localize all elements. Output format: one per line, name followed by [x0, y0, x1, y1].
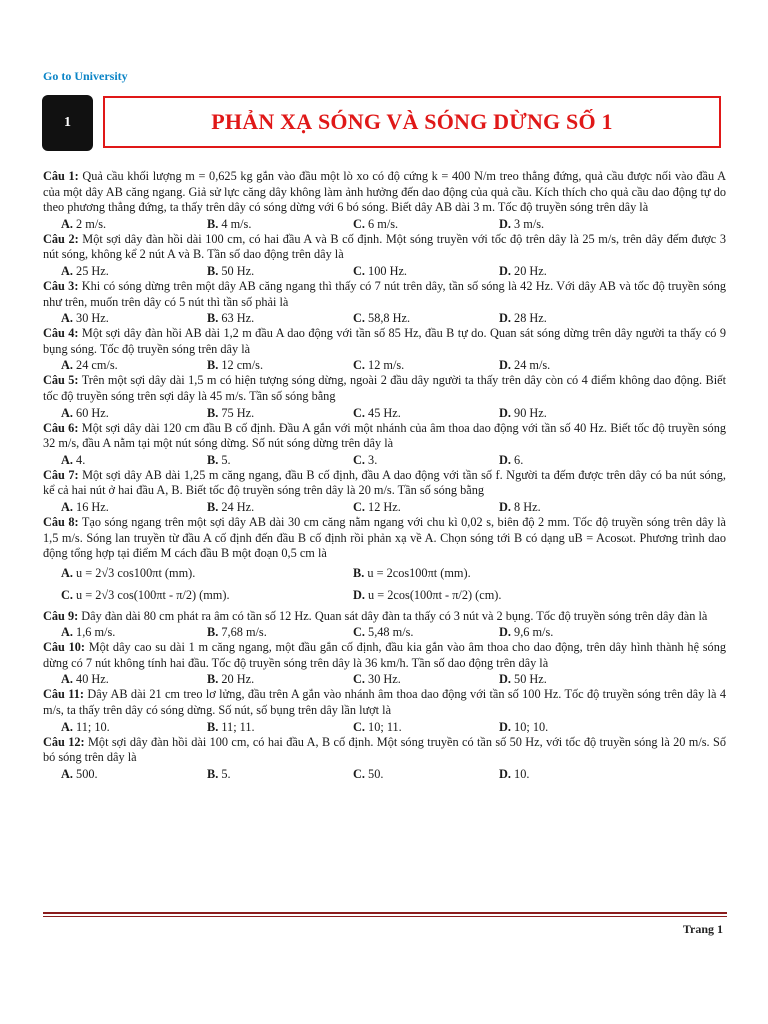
- question-10: [43, 640, 726, 687]
- question-label: Câu 1:: [43, 169, 79, 183]
- option-text: 3 m/s.: [510, 216, 545, 231]
- answer-option-b[interactable]: [189, 310, 335, 326]
- option-letter: D.: [499, 452, 511, 467]
- option-letter: A.: [61, 499, 73, 514]
- question-label: Câu 4:: [43, 326, 79, 341]
- option-text: 2 m/s.: [72, 216, 107, 231]
- question-body: Một dây cao su dài 1 m căng ngang, một đầu gắn cố định, đầu kia gắn vào âm thoa cho dao động, trên dây hình thành hệ sóng dừng có 7 nút không tính hai đầu. Tốc độ truyền sóng trên dây là 36 km/h. Tần số dao động trên dây là: [43, 640, 726, 670]
- question-text: [43, 468, 726, 499]
- options-row: [43, 310, 726, 326]
- option-letter: B.: [207, 263, 219, 278]
- question-text: [43, 326, 726, 357]
- answer-option-b[interactable]: [189, 405, 335, 421]
- question-text: [43, 735, 726, 766]
- question-11: [43, 687, 726, 734]
- answer-option-d[interactable]: [481, 671, 627, 687]
- question-text: [43, 640, 726, 671]
- answer-option-c[interactable]: [335, 624, 481, 640]
- options-row: [43, 452, 726, 468]
- answer-option-b[interactable]: [189, 452, 335, 468]
- answer-option-a[interactable]: [43, 216, 189, 232]
- footer-rule-bottom: [43, 916, 727, 917]
- answer-option-c[interactable]: [335, 216, 481, 232]
- option-letter: B.: [207, 452, 219, 467]
- option-text: 6.: [510, 452, 524, 467]
- answer-option-d[interactable]: [481, 766, 627, 782]
- question-body: Một sợi dây AB dài 1,25 m căng ngang, đầu B cố định, đầu A dao động với tần số f. Người ta đếm được trên dây có ba nút sóng, kể cả hai nút ở hai đầu A, B. Biết tốc độ truyền sóng trên dây là 20 m/s. Tần số sóng bằng: [43, 467, 727, 498]
- answer-option-d[interactable]: [335, 584, 627, 606]
- answer-option-c[interactable]: [335, 766, 481, 782]
- question-label: Câu 10:: [43, 640, 85, 655]
- option-letter: D.: [499, 405, 511, 420]
- answer-option-d[interactable]: [481, 624, 627, 640]
- option-text: 5.: [218, 452, 231, 467]
- option-letter: A.: [61, 216, 73, 231]
- question-body: Dây AB dài 21 cm treo lơ lửng, đầu trên A gắn vào nhánh âm thoa dao động với tần số 100 Hz. Tốc độ truyền sóng trên dây là 4 m/s, ta thấy trên dây có sóng dừng. Số nút, số bụng trên dây lần lượt là: [43, 687, 727, 718]
- answer-option-c[interactable]: [335, 310, 481, 326]
- option-text: 63 Hz.: [218, 311, 255, 326]
- question-label: Câu 12:: [43, 734, 85, 749]
- question-text: [43, 609, 726, 625]
- option-letter: B.: [207, 311, 219, 326]
- answer-option-b[interactable]: [189, 216, 335, 232]
- answer-option-b[interactable]: [189, 766, 335, 782]
- question-body: Trên một sợi dây dài 1,5 m có hiện tượng sóng dừng, ngoài 2 đầu dây người ta thấy trên dây còn có 4 điểm không dao động. Biết tốc độ truyền sóng trên sợi dây là 45 m/s. Tần số sóng bằng: [43, 373, 727, 403]
- option-text: 24 m/s.: [510, 358, 551, 373]
- option-text: u = 2cos100πt (mm).: [364, 565, 471, 580]
- option-letter: B.: [207, 405, 219, 420]
- page-title: PHẢN XẠ SÓNG VÀ SÓNG DỪNG SỐ 1: [211, 109, 613, 134]
- option-letter: B.: [207, 625, 219, 640]
- options-row: [43, 263, 726, 279]
- question-body: Quả cầu khối lượng m = 0,625 kg gắn vào đầu một lò xo có độ cứng k = 400 N/m treo thẳng đứng, quả cầu được nối vào đầu A của một dây AB căng ngang. Giả sử lực căng dây không làm ảnh hưởng đến dao động của quả cầu. Kích thích cho quả cầu dao động tự do theo phương thẳng đứng, ta thấy trên dây có sóng dừng với 6 bó sóng. Biết dây AB dài 3 m. Tốc độ truyền sóng trên dây là: [43, 169, 727, 215]
- answer-option-d[interactable]: [481, 499, 627, 515]
- option-letter: A.: [61, 719, 73, 734]
- question-text: [43, 169, 726, 216]
- option-letter: C.: [353, 719, 365, 734]
- option-letter: A.: [61, 766, 73, 781]
- option-text: 10.: [510, 766, 530, 781]
- answer-option-d[interactable]: [481, 405, 627, 421]
- option-text: u = 2√3 cos100πt (mm).: [72, 565, 196, 580]
- question-4: [43, 326, 726, 373]
- option-text: 45 Hz.: [364, 405, 401, 420]
- option-letter: D.: [499, 672, 511, 687]
- answer-option-a[interactable]: [43, 624, 189, 640]
- option-text: 500.: [72, 766, 98, 781]
- option-text: 100 Hz.: [364, 263, 407, 278]
- question-body: Một sợi dây đàn hồi dài 100 cm, có hai đầu A, B cố định. Một sóng truyền có tần số 50 Hz, với tốc độ truyền sóng là 20 m/s. Số bó sóng trên dây là: [43, 734, 726, 765]
- lesson-number: 1: [64, 115, 71, 130]
- option-text: 75 Hz.: [218, 405, 255, 420]
- option-letter: A.: [61, 452, 73, 467]
- option-text: 6 m/s.: [364, 216, 399, 231]
- option-text: 10; 10.: [510, 719, 549, 734]
- question-label: Câu 8:: [43, 514, 79, 529]
- question-2: [43, 232, 726, 279]
- option-text: 90 Hz.: [510, 405, 547, 420]
- options-row: [43, 766, 726, 782]
- option-letter: D.: [499, 311, 511, 326]
- question-12: [43, 735, 726, 782]
- options-row: [43, 562, 726, 584]
- option-letter: C.: [353, 452, 365, 467]
- option-letter: A.: [61, 358, 73, 373]
- question-label: Câu 3:: [43, 278, 79, 293]
- option-text: 12 m/s.: [364, 358, 405, 373]
- option-letter: C.: [353, 405, 365, 420]
- answer-option-c[interactable]: [335, 357, 481, 373]
- question-label: Câu 9:: [43, 608, 79, 623]
- option-text: 20 Hz.: [510, 263, 547, 278]
- question-text: [43, 687, 726, 718]
- option-letter: D.: [499, 216, 511, 231]
- option-text: 3.: [364, 452, 378, 467]
- option-text: 12 Hz.: [364, 499, 401, 514]
- question-text: [43, 279, 726, 310]
- option-letter: C.: [353, 672, 365, 687]
- option-text: 5,48 m/s.: [364, 625, 414, 640]
- option-letter: A.: [61, 405, 73, 420]
- title-box: [103, 96, 721, 148]
- option-text: 20 Hz.: [218, 672, 255, 687]
- options-row: [43, 499, 726, 515]
- answer-option-c[interactable]: [335, 499, 481, 515]
- answer-option-a[interactable]: [43, 719, 189, 735]
- option-text: u = 2cos(100πt - π/2) (cm).: [364, 587, 502, 602]
- option-letter: A.: [61, 672, 73, 687]
- answer-option-d[interactable]: [481, 357, 627, 373]
- question-label: Câu 2:: [43, 231, 79, 246]
- question-body: Khi có sóng dừng trên một dây AB căng ngang thì thấy có 7 nút trên dây, tần số sóng là 42 Hz. Với dây AB và tốc độ truyền sóng như trên, muốn trên dây có 5 nút thì tần số phải là: [43, 278, 727, 309]
- option-letter: B.: [207, 216, 219, 231]
- question-text: [43, 421, 726, 452]
- question-3: [43, 279, 726, 326]
- question-7: [43, 468, 726, 515]
- option-text: 7,68 m/s.: [218, 625, 267, 640]
- option-text: 50 Hz.: [218, 263, 255, 278]
- footer-rule-top: [43, 912, 727, 914]
- option-letter: D.: [499, 719, 511, 734]
- option-text: 40 Hz.: [72, 672, 109, 687]
- question-text: [43, 515, 726, 562]
- options-row: [43, 719, 726, 735]
- option-text: 58,8 Hz.: [364, 311, 411, 326]
- question-body: Tạo sóng ngang trên một sợi dây AB dài 30 cm căng nằm ngang với chu kì 0,02 s, biên độ 2 mm. Tốc độ truyền sóng trên dây là 1,5 m/s. Sóng lan truyền từ đầu A cố định đến đầu B cố định rồi phản xạ về A. Chọn sóng tới B có dạng uB = Acosωt. Phương trình dao động tổng hợp tại điểm M cách đầu B một đoạn 0,5 cm là: [43, 514, 727, 561]
- option-text: 28 Hz.: [510, 311, 547, 326]
- answer-option-d[interactable]: [481, 452, 627, 468]
- option-text: 9,6 m/s.: [510, 625, 554, 640]
- option-letter: B.: [207, 672, 219, 687]
- options-row: [43, 584, 726, 606]
- answer-option-b[interactable]: [189, 263, 335, 279]
- question-6: [43, 421, 726, 468]
- option-text: 30 Hz.: [364, 672, 401, 687]
- options-row: [43, 216, 726, 232]
- option-text: 25 Hz.: [72, 263, 109, 278]
- answer-option-a[interactable]: [43, 766, 189, 782]
- option-text: u = 2√3 cos(100πt - π/2) (mm).: [72, 587, 230, 602]
- answer-option-a[interactable]: [43, 405, 189, 421]
- option-letter: A.: [61, 311, 73, 326]
- option-text: 30 Hz.: [72, 311, 109, 326]
- option-text: 24 cm/s.: [72, 358, 118, 373]
- answer-option-c[interactable]: [335, 671, 481, 687]
- option-text: 12 cm/s.: [218, 358, 264, 373]
- question-label: Câu 7:: [43, 467, 79, 482]
- answer-option-c[interactable]: [43, 584, 335, 606]
- option-letter: A.: [61, 263, 73, 278]
- option-letter: C.: [353, 358, 365, 373]
- option-text: 24 Hz.: [218, 499, 255, 514]
- question-5: [43, 373, 726, 420]
- answer-option-c[interactable]: [335, 405, 481, 421]
- option-text: 11; 11.: [218, 719, 255, 734]
- answer-option-b[interactable]: [189, 671, 335, 687]
- answer-option-b[interactable]: [189, 499, 335, 515]
- option-letter: B.: [207, 719, 219, 734]
- page-number: Trang 1: [682, 922, 723, 936]
- option-letter: A.: [61, 565, 73, 580]
- answer-option-b[interactable]: [189, 624, 335, 640]
- answer-option-c[interactable]: [335, 452, 481, 468]
- question-list: [43, 169, 726, 782]
- option-text: 5.: [218, 766, 231, 781]
- option-text: 10; 11.: [364, 719, 402, 734]
- question-text: [43, 232, 726, 263]
- option-letter: B.: [207, 499, 219, 514]
- option-text: 60 Hz.: [72, 405, 109, 420]
- option-text: 8 Hz.: [510, 499, 541, 514]
- answer-option-a[interactable]: [43, 562, 335, 584]
- option-text: 11; 10.: [72, 719, 110, 734]
- options-row: [43, 624, 726, 640]
- option-letter: C.: [353, 766, 365, 781]
- question-label: Câu 11:: [43, 687, 84, 702]
- option-letter: C.: [353, 216, 365, 231]
- answer-option-a[interactable]: [43, 499, 189, 515]
- option-text: 1,6 m/s.: [72, 625, 116, 640]
- question-body: Một sợi dây đàn hồi dài 100 cm, có hai đầu A và B cố định. Một sóng truyền với tốc độ trên dây là 25 m/s, trên dây đếm được 3 nút sóng, không kể 2 nút A và B. Tần số dao động trên dây là: [43, 231, 726, 262]
- question-body: Một sợi dây đàn hồi AB dài 1,2 m đầu A dao động với tần số 85 Hz, đầu B tự do. Quan sát sóng dừng trên dây người ta thấy có 9 bụng sóng. Tốc độ truyền sóng trên dây là: [43, 326, 726, 356]
- answer-option-b[interactable]: [189, 357, 335, 373]
- option-letter: B.: [353, 565, 365, 580]
- option-text: 4.: [72, 452, 86, 467]
- option-letter: D.: [353, 587, 365, 602]
- option-text: 50.: [364, 766, 384, 781]
- options-row: [43, 357, 726, 373]
- answer-option-b[interactable]: [189, 719, 335, 735]
- answer-option-d[interactable]: [481, 719, 627, 735]
- answer-option-b[interactable]: [335, 562, 627, 584]
- question-text: [43, 373, 726, 404]
- lesson-number-badge: [42, 95, 93, 151]
- question-label: Câu 5:: [43, 373, 79, 388]
- option-letter: D.: [499, 766, 511, 781]
- question-label: Câu 6:: [43, 420, 79, 435]
- options-row: [43, 671, 726, 687]
- question-1: [43, 169, 726, 232]
- option-letter: A.: [61, 625, 73, 640]
- answer-option-a[interactable]: [43, 671, 189, 687]
- answer-option-c[interactable]: [335, 719, 481, 735]
- question-body: Một sợi dây dài 120 cm đầu B cố định. Đầu A gắn với một nhánh của âm thoa dao động với tần số 40 Hz. Biết tốc độ truyền sóng 32 m/s, đầu A nằm tại một nút sóng dừng. Số nút sóng dừng trên dây là: [43, 420, 727, 451]
- option-text: 50 Hz.: [510, 672, 547, 687]
- option-letter: C.: [353, 263, 365, 278]
- option-letter: B.: [207, 358, 219, 373]
- option-letter: C.: [353, 311, 365, 326]
- answer-option-a[interactable]: [43, 263, 189, 279]
- question-8: [43, 515, 726, 609]
- option-text: 4 m/s.: [218, 216, 252, 231]
- option-letter: D.: [499, 263, 511, 278]
- option-letter: D.: [499, 358, 511, 373]
- option-letter: C.: [353, 499, 365, 514]
- option-text: 16 Hz.: [72, 499, 109, 514]
- answer-option-a[interactable]: [43, 357, 189, 373]
- option-letter: D.: [499, 625, 511, 640]
- answer-option-c[interactable]: [335, 263, 481, 279]
- answer-option-a[interactable]: [43, 310, 189, 326]
- option-letter: C.: [61, 587, 73, 602]
- answer-option-d[interactable]: [481, 310, 627, 326]
- answer-option-d[interactable]: [481, 216, 627, 232]
- answer-option-a[interactable]: [43, 452, 189, 468]
- question-body: Dây đàn dài 80 cm phát ra âm có tần số 12 Hz. Quan sát dây đàn ta thấy có 3 nút và 2 bụng. Tốc độ truyền sóng trên dây đàn là: [78, 608, 708, 623]
- options-row: [43, 405, 726, 421]
- option-letter: D.: [499, 499, 511, 514]
- option-letter: B.: [207, 766, 219, 781]
- answer-option-d[interactable]: [481, 263, 627, 279]
- option-letter: C.: [353, 625, 365, 640]
- question-9: [43, 609, 726, 641]
- brand-link[interactable]: Go to University: [43, 69, 128, 83]
